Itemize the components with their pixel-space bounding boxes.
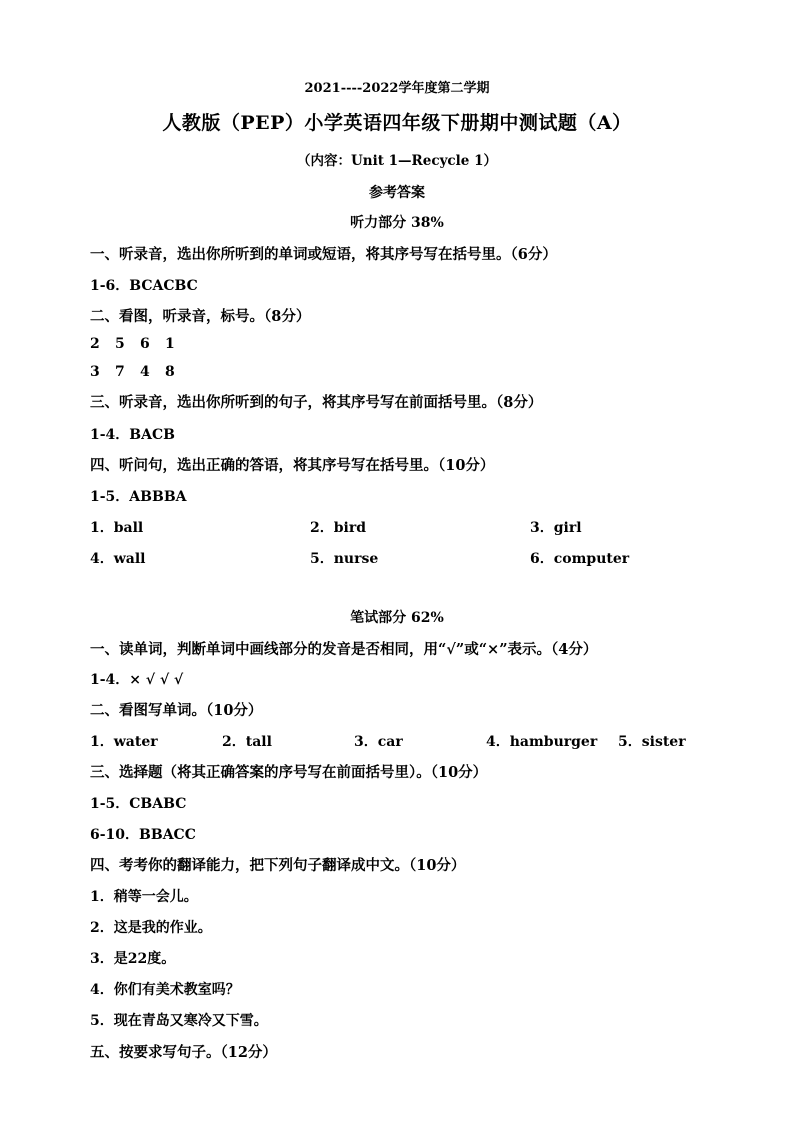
listening-q3-answer: 1-4．BACB [90,427,175,443]
number-cell: 5 [115,336,125,352]
word-item: 3．girl [530,520,582,536]
number-cell: 4 [140,364,150,380]
writing-heading: 笔试部分 62% [350,610,444,626]
listening-q2-title: 二、看图，听录音，标号。（8分） [90,308,311,325]
writing-q3-answer-1: 1-5．CBABC [90,796,187,812]
number-cell: 8 [165,364,175,380]
word-item: 5．sister [618,734,686,750]
writing-q3-answer-2: 6-10．BBACC [90,827,196,843]
content-scope: （内容：Unit 1—Recycle 1） [297,153,497,169]
translation-item: 1．稍等一会儿。 [90,889,198,905]
word-item: 1．water [90,734,158,750]
writing-q1-answer: 1-4．× √ √ √ [90,672,184,688]
listening-q2-row1 [90,336,190,352]
number-cell: 6 [140,336,150,352]
word-item: 1．ball [90,520,144,536]
word-item: 3．car [354,734,403,750]
number-cell: 3 [90,364,100,380]
translation-item: 4．你们有美术教室吗？ [90,982,240,998]
word-item: 4．hamburger [486,734,598,750]
listening-q1-title: 一、听录音，选出你所听到的单词或短语，将其序号写在括号里。（6分） [90,246,557,263]
number-cell: 7 [115,364,125,380]
writing-q5-title: 五、按要求写句子。（12分） [90,1044,277,1061]
word-item: 5．nurse [310,551,379,567]
listening-q1-answer: 1-6．BCACBC [90,278,198,294]
writing-q3-title: 三、选择题（将其正确答案的序号写在前面括号里）。（10分） [90,764,488,781]
word-item: 6．computer [530,551,630,567]
word-item: 4．wall [90,551,146,567]
page-title: 人教版（PEP）小学英语四年级下册期中测试题（A） [162,112,632,134]
listening-q3-title: 三、听录音，选出你所听到的句子，将其序号写在前面括号里。（8分） [90,394,543,411]
number-cell: 2 [90,336,100,352]
translation-item: 3．是22度。 [90,951,176,967]
answers-heading: 参考答案 [369,185,425,201]
listening-heading: 听力部分 38% [350,215,444,231]
word-item: 2．bird [310,520,367,536]
writing-q4-title: 四、考考你的翻译能力，把下列句子翻译成中文。（10分） [90,857,466,874]
writing-q2-title: 二、看图写单词。（10分） [90,702,263,719]
translation-item: 5．现在青岛又寒冷又下雪。 [90,1013,268,1029]
translation-item: 2．这是我的作业。 [90,920,212,936]
number-cell: 1 [165,336,175,352]
school-year: 2021----2022学年度第二学期 [304,81,490,96]
listening-q2-row2 [90,364,190,380]
writing-q1-title: 一、读单词，判断单词中画线部分的发音是否相同，用“√”或“×”表示。（4分） [90,641,598,658]
word-item: 2．tall [222,734,272,750]
listening-q4-title: 四、听问句，选出正确的答语，将其序号写在括号里。（10分） [90,457,495,474]
listening-q4-answer: 1-5．ABBBA [90,489,187,505]
